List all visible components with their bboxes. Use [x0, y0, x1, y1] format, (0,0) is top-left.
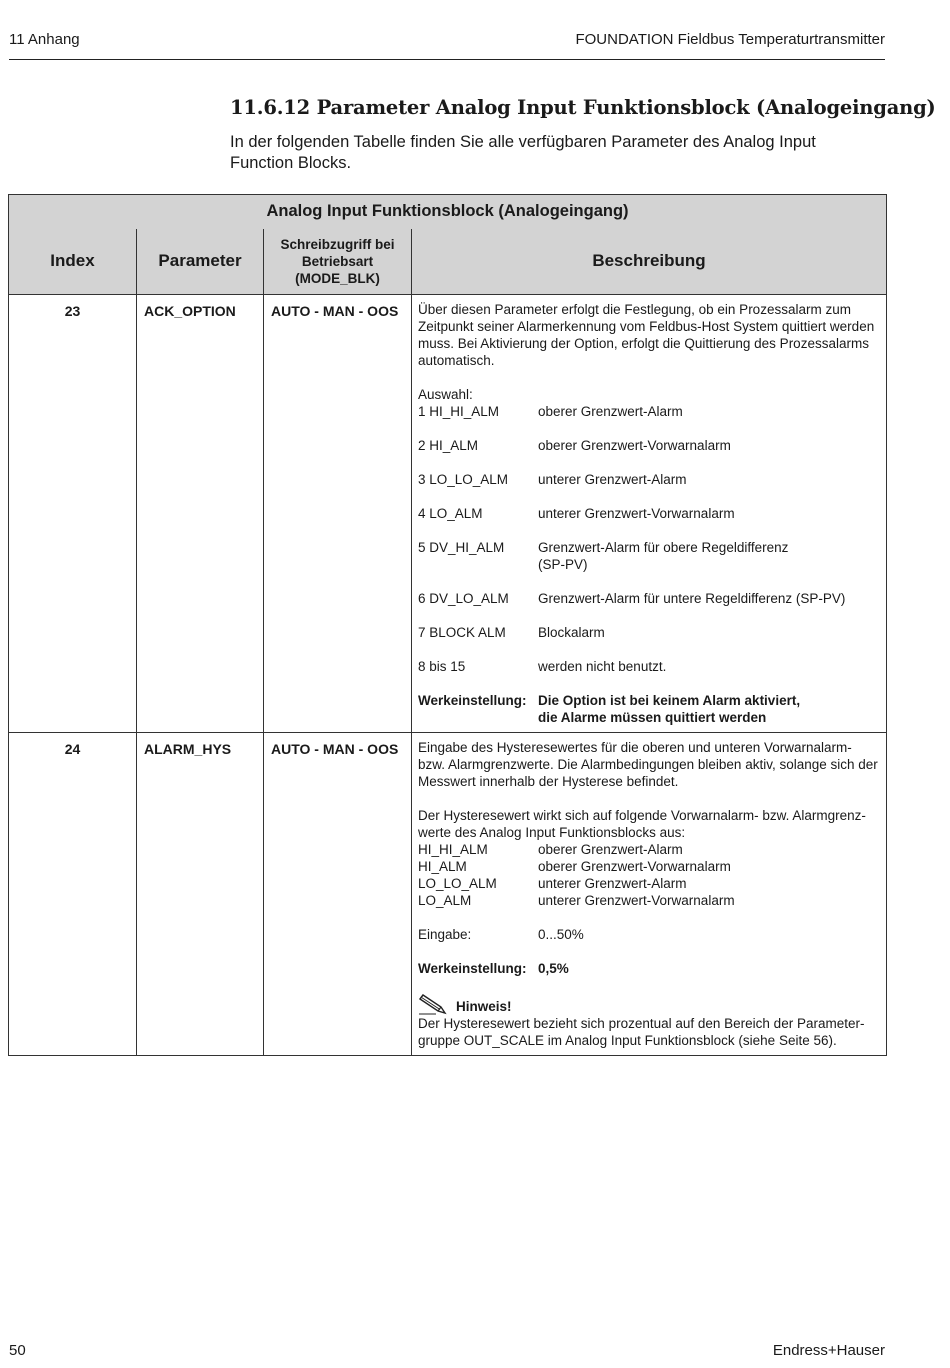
option-value: unterer Grenzwert-Alarm — [538, 472, 687, 487]
default-setting — [418, 960, 882, 977]
option-key: 2 HI_ALM — [418, 438, 479, 453]
option-key: 8 bis 15 — [418, 659, 466, 674]
option-key: LO_ALM — [418, 893, 472, 908]
row-mode: AUTO - MAN - OOS — [264, 295, 412, 733]
option-item — [418, 505, 882, 522]
default-value — [538, 692, 882, 726]
option-item — [418, 875, 882, 892]
description-text: Eingabe des Hysteresewertes für die oberen und unteren Vorwarnalarm- bzw. Alarmgrenzwerte. Die Alarmbedingungen bleiben aktiv, solange sich der Messwert innerhalb der Hysterese befindet. — [418, 740, 878, 789]
option-key: HI_HI_ALM — [418, 842, 488, 857]
row-parameter: ALARM_HYS — [137, 733, 264, 1056]
option-value: Blockalarm — [538, 625, 605, 640]
section-title: 11.6.12 Parameter Analog Input Funktionsblock (Analogeingang) — [230, 96, 936, 119]
option-item — [418, 471, 882, 488]
page-header — [9, 30, 885, 60]
description-text-2: Der Hysteresewert wirkt sich auf folgende Vorwarnalarm- bzw. Alarmgrenz-werte des Analog Input Funktionsblocks aus: — [418, 808, 866, 840]
note-text: Der Hysteresewert bezieht sich prozentual auf den Bereich der Parameter-gruppe OUT_SCALE im Analog Input Funktionsblock (siehe Seite 56). — [418, 1016, 865, 1048]
option-value: werden nicht benutzt. — [538, 659, 667, 674]
row-index: 23 — [9, 295, 137, 733]
column-header-index: Index — [9, 229, 137, 295]
input-range — [418, 926, 882, 943]
column-header-parameter: Parameter — [137, 229, 264, 295]
option-key: 7 BLOCK ALM — [418, 625, 506, 640]
option-value: oberer Grenzwert-Alarm — [538, 842, 683, 857]
input-value: 0...50% — [538, 927, 584, 942]
option-value: oberer Grenzwert-Alarm — [538, 404, 683, 419]
column-header-access-line2: Betriebsart — [301, 253, 374, 269]
input-label: Eingabe: — [418, 927, 472, 942]
option-value: oberer Grenzwert-Vorwarnalarm — [538, 859, 731, 874]
table-caption: Analog Input Funktionsblock (Analogeingang) — [9, 195, 887, 229]
option-value: oberer Grenzwert-Vorwarnalarm — [538, 438, 731, 453]
section-intro: In der folgenden Tabelle finden Sie alle verfügbaren Parameter des Analog Input Function Blocks. — [230, 133, 816, 172]
row-index: 24 — [9, 733, 137, 1056]
option-item — [418, 590, 882, 607]
option-value-line1: Grenzwert-Alarm für obere Regeldifferenz — [538, 540, 789, 555]
option-key: 1 HI_HI_ALM — [418, 404, 500, 419]
option-value: Grenzwert-Alarm für untere Regeldifferenz (SP-PV) — [538, 591, 846, 606]
table-row — [9, 295, 887, 733]
default-value-line2: die Alarme müssen quittiert werden — [538, 710, 767, 725]
option-item — [418, 841, 882, 858]
option-item — [418, 403, 882, 420]
option-value: unterer Grenzwert-Alarm — [538, 876, 687, 891]
option-item — [418, 658, 882, 675]
option-item — [418, 624, 882, 641]
chapter-label: 11 Anhang — [9, 31, 80, 48]
option-key: 4 LO_ALM — [418, 506, 483, 521]
option-key: 6 DV_LO_ALM — [418, 591, 509, 606]
default-value: 0,5% — [538, 961, 569, 976]
column-header-access-line3: (MODE_BLK) — [295, 270, 380, 286]
column-header-description: Beschreibung — [412, 229, 887, 295]
default-label: Werkeinstellung: — [418, 961, 527, 976]
parameter-table — [8, 194, 887, 1056]
row-mode: AUTO - MAN - OOS — [264, 733, 412, 1056]
default-label: Werkeinstellung: — [418, 693, 527, 708]
option-value — [538, 539, 882, 573]
option-key: LO_LO_ALM — [418, 876, 497, 891]
option-value: unterer Grenzwert-Vorwarnalarm — [538, 506, 735, 521]
description-text: Über diesen Parameter erfolgt die Festlegung, ob ein Prozessalarm zum Zeitpunkt seiner Alarmerkennung vom Feldbus-Host System quittiert werden muss. Bei Aktivierung der Option, erfolgt die Quittierung des Prozessalarms automatisch. — [418, 302, 875, 368]
column-header-access-line1: Schreibzugriff bei — [280, 236, 395, 252]
option-value-line2: (SP-PV) — [538, 557, 588, 572]
document-title: FOUNDATION Fieldbus Temperaturtransmitter — [575, 31, 885, 48]
page-number: 50 — [9, 1342, 26, 1359]
column-header-access — [264, 229, 412, 295]
option-key: 3 LO_LO_ALM — [418, 472, 509, 487]
note-heading — [418, 993, 882, 1015]
table-row — [9, 733, 887, 1056]
row-parameter: ACK_OPTION — [137, 295, 264, 733]
default-value-line1: Die Option ist bei keinem Alarm aktiviert, — [538, 693, 801, 708]
row-description — [412, 733, 887, 1056]
option-key: 5 DV_HI_ALM — [418, 540, 505, 555]
option-item — [418, 858, 882, 875]
option-value: unterer Grenzwert-Vorwarnalarm — [538, 893, 735, 908]
selection-label: Auswahl: — [418, 387, 473, 402]
pencil-note-icon — [418, 993, 448, 1015]
option-item — [418, 539, 882, 573]
option-item — [418, 892, 882, 909]
note-title: Hinweis! — [456, 999, 512, 1014]
brand-name: Endress+Hauser — [772, 1342, 885, 1359]
row-description — [412, 295, 887, 733]
default-setting — [418, 692, 882, 726]
option-item — [418, 437, 882, 454]
option-key: HI_ALM — [418, 859, 467, 874]
